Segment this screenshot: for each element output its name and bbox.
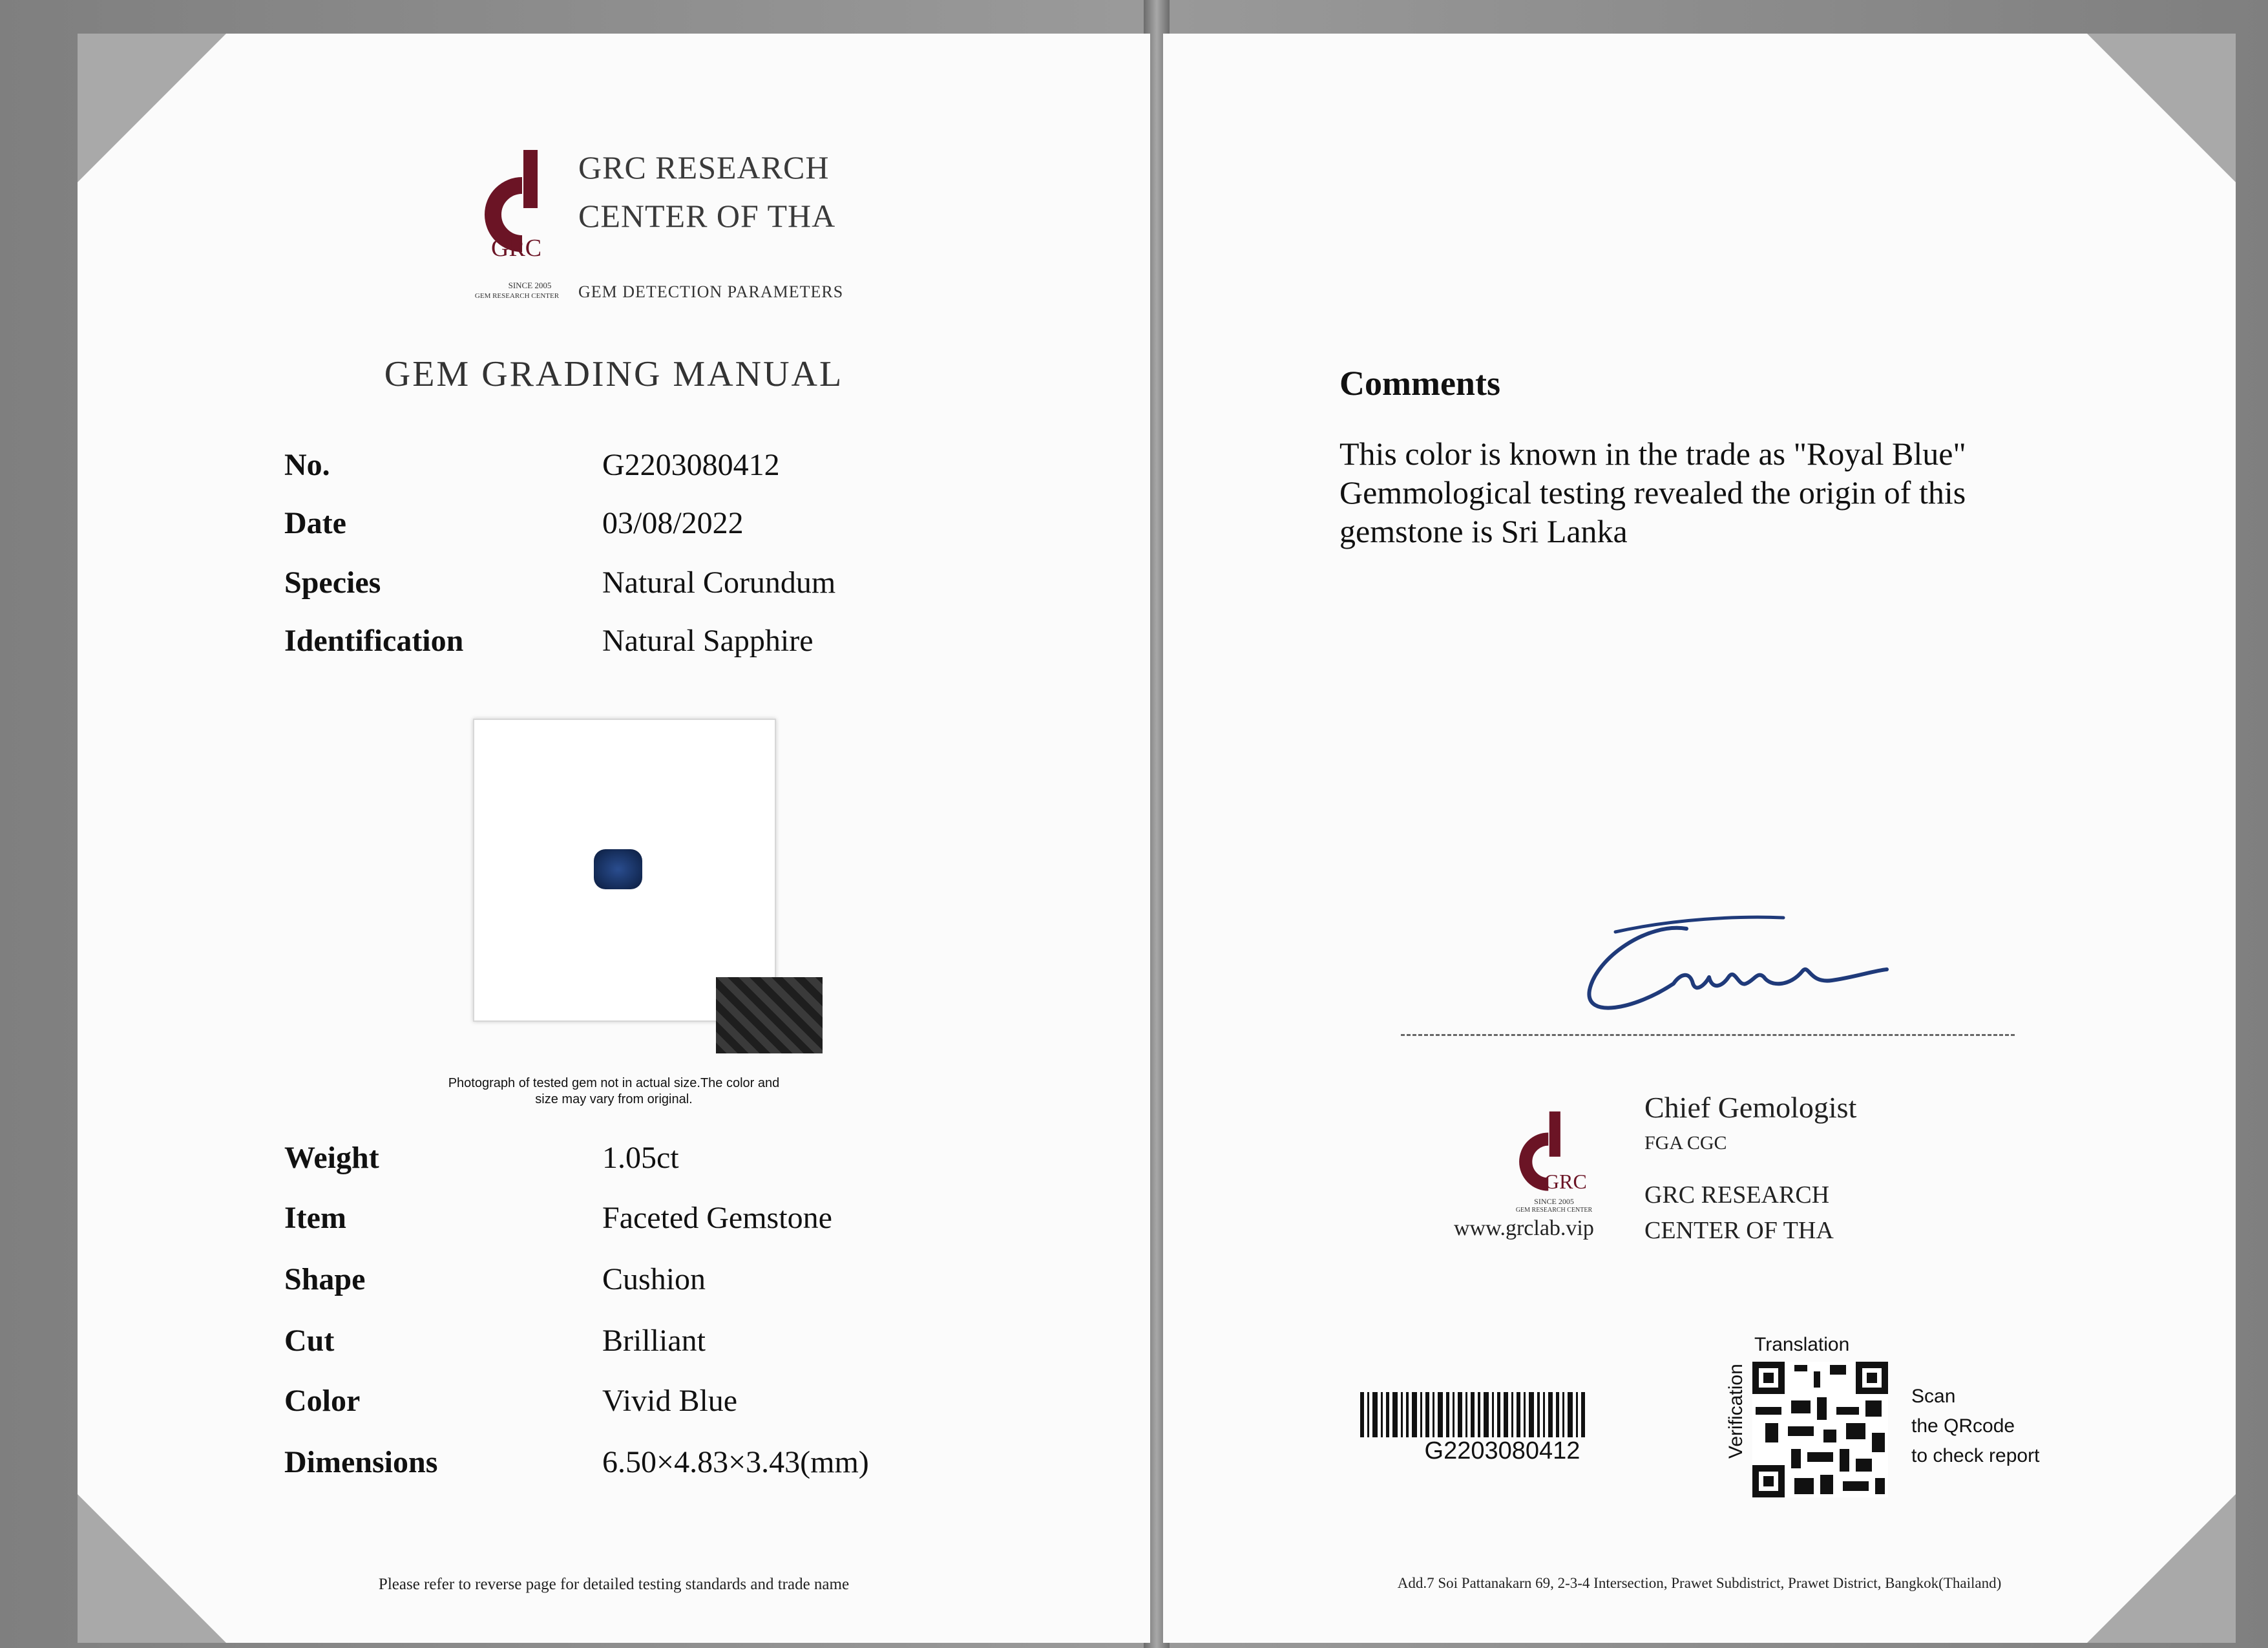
logo-since: SINCE 2005 (508, 280, 552, 290)
left-footer-note: Please refer to reverse page for detailed testing standards and trade name (378, 1576, 850, 1593)
document-title: GEM GRADING MANUAL (384, 354, 844, 394)
barcode (1360, 1392, 1644, 1437)
field-value: G2203080412 (602, 448, 780, 482)
website-url: www.grclab.vip (1454, 1216, 1594, 1240)
field-value: Cushion (602, 1262, 706, 1296)
logo-letters: GRC (1544, 1170, 1587, 1193)
logo-letters: GRC (491, 235, 542, 262)
brand-line-1: GRC RESEARCH (578, 149, 830, 185)
corner-holder-bottom-left (78, 1494, 226, 1643)
left-page (78, 34, 1150, 1643)
corner-holder-top-right (2087, 34, 2236, 182)
field-label: Item (284, 1201, 346, 1235)
qr-code[interactable] (1752, 1362, 1888, 1497)
field-value: Faceted Gemstone (602, 1201, 832, 1235)
signer-title: Chief Gemologist (1644, 1091, 1857, 1124)
comment-line-2: Gemmological testing revealed the origin of this (1339, 474, 1966, 511)
field-value: 03/08/2022 (602, 506, 744, 540)
brand-subtitle: GEM DETECTION PARAMETERS (578, 282, 844, 301)
comment-line-1: This color is known in the trade as "Royal Blue" (1339, 436, 1966, 472)
field-label: Dimensions (284, 1445, 438, 1479)
corner-holder-bottom-right (2087, 1494, 2236, 1643)
right-page (1163, 34, 2236, 1643)
comments-heading: Comments (1339, 364, 1500, 403)
field-value: Natural Sapphire (602, 624, 814, 658)
field-label: Identification (284, 624, 464, 658)
hologram-seal (716, 977, 823, 1053)
qr-side-label: Verification (1725, 1364, 1747, 1459)
org-line-1: GRC RESEARCH (1644, 1181, 1830, 1209)
field-label: Species (284, 565, 381, 600)
address-footer: Add.7 Soi Pattanakarn 69, 2-3-4 Intersection, Prawet Subdistrict, Prawet District, Bangkok(Thailand) (1397, 1575, 2002, 1591)
signature-line (1401, 1034, 2015, 1036)
field-label: Cut (284, 1324, 335, 1358)
field-value: Vivid Blue (602, 1384, 738, 1418)
field-label: Color (284, 1384, 361, 1418)
brand-line-2: CENTER OF THA (578, 198, 836, 234)
corner-holder-top-left (78, 34, 226, 182)
logo-since: SINCE 2005 (1534, 1197, 1574, 1206)
scan-line-3: to check report (1911, 1445, 2040, 1466)
photo-caption-line-1: Photograph of tested gem not in actual size.The color and (448, 1076, 780, 1090)
barcode-number: G2203080412 (1424, 1437, 1580, 1464)
comment-line-3: gemstone is Sri Lanka (1339, 513, 1628, 549)
signature-image (1577, 913, 1900, 1029)
signer-credentials: FGA CGC (1644, 1132, 1727, 1154)
logo-center: GEM RESEARCH CENTER (1515, 1207, 1593, 1214)
org-line-2: CENTER OF THA (1644, 1217, 1834, 1244)
photo-caption-line-2: size may vary from original. (535, 1092, 693, 1106)
field-label: Weight (284, 1141, 379, 1175)
field-value: 6.50×4.83×3.43(mm) (602, 1445, 869, 1479)
scan-line-2: the QRcode (1911, 1415, 2015, 1437)
scan-line-1: Scan (1911, 1386, 1956, 1407)
qr-top-label: Translation (1754, 1334, 1850, 1355)
logo-center: GEM RESEARCH CENTER (474, 292, 560, 300)
field-label: Shape (284, 1262, 366, 1296)
field-value: 1.05ct (602, 1141, 679, 1175)
field-label: Date (284, 506, 346, 540)
field-value: Brilliant (602, 1324, 706, 1358)
field-label: No. (284, 448, 330, 482)
gem-image (594, 849, 642, 889)
field-value: Natural Corundum (602, 565, 836, 600)
gem-photo (473, 719, 776, 1022)
